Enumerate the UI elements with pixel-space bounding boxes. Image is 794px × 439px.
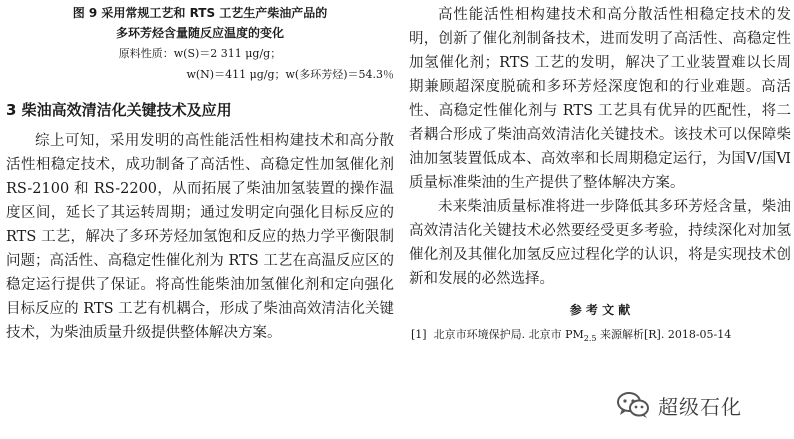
watermark-text: 超级石化 <box>658 394 742 419</box>
references-heading: 参 考 文 献 <box>569 303 631 317</box>
left-paragraph: 综上可知，采用发明的高性能活性相构建技术和高分散活性相稳定技术，成功制备了高活性、高稳定性加氢催化剂 RS-2100 和 RS-2200，从而拓展了柴油加氢装置的操作温度区间，延长了其运转周期；通过发明定向强化目标反应的 RTS 工艺，解决了多环芳烃加氢饱和反应的热力学平衡限制问题；高活性、高稳定性催化剂为 RTS 工艺在高温反应区的稳定运行提供了保证。将高性能柴油加氢催化剂和定向强化目标反应的 RTS 工艺有机耦合，形成了柴油高效清洁化关键技术，为柴油质量升级提供整体解决方案。 <box>6 133 394 341</box>
section-heading: 3 柴油高效清洁化关键技术及应用 <box>6 101 232 119</box>
figure-note-line2: w(N)＝411 μg/g；w(多环芳烃)＝54.3％ <box>186 68 394 81</box>
figure-caption-line2: 多环芳烃含量随反应温度的变化 <box>115 26 284 40</box>
right-paragraph-2: 未来柴油质量标准将进一步降低其多环芳烃含量，柴油高效清洁化关键技术必然要经受更多考验，持续深化对加氢催化剂及其催化加氢反应过程化学的认识，将是实现技术创新和发展的必然选择。 <box>409 199 791 287</box>
reference-text: 北京市环境保护局. 北京市 PM <box>433 328 584 341</box>
reference-subscript: 2.5 <box>583 334 597 344</box>
figure-note-line1: 原料性质：w(S)＝2 311 μg/g； <box>118 47 282 60</box>
reference-number: [1] <box>411 328 427 341</box>
right-column <box>409 3 791 348</box>
figure-caption-line1: 图 9 采用常规工艺和 RTS 工艺生产柴油产品的 <box>72 6 328 20</box>
right-paragraph-1: 高性能活性相构建技术和高分散活性相稳定技术的发明，创新了催化剂制备技术，进而发明了高活性、高稳定性加氢催化剂；RTS 工艺的发明，解决了工业装置难以长周期兼顾超深度脱硫和多环芳烃深度饱和的行业难题。高活性、高稳定性催化剂与 RTS 工艺具有优异的匹配性，将二者耦合形成了柴油高效清洁化关键技术。该技术可以保障柴油加氢装置低成本、高效率和长周期稳定运行，为国Ⅴ/国Ⅵ质量标准柴油的生产提供了整体解决方案。 <box>409 7 791 191</box>
reference-text-tail: 来源解析[R]. 2018-05-14 <box>596 328 732 341</box>
reference-item <box>409 326 791 348</box>
watermark <box>616 385 794 425</box>
left-column <box>6 3 394 345</box>
wechat-icon <box>616 391 650 419</box>
